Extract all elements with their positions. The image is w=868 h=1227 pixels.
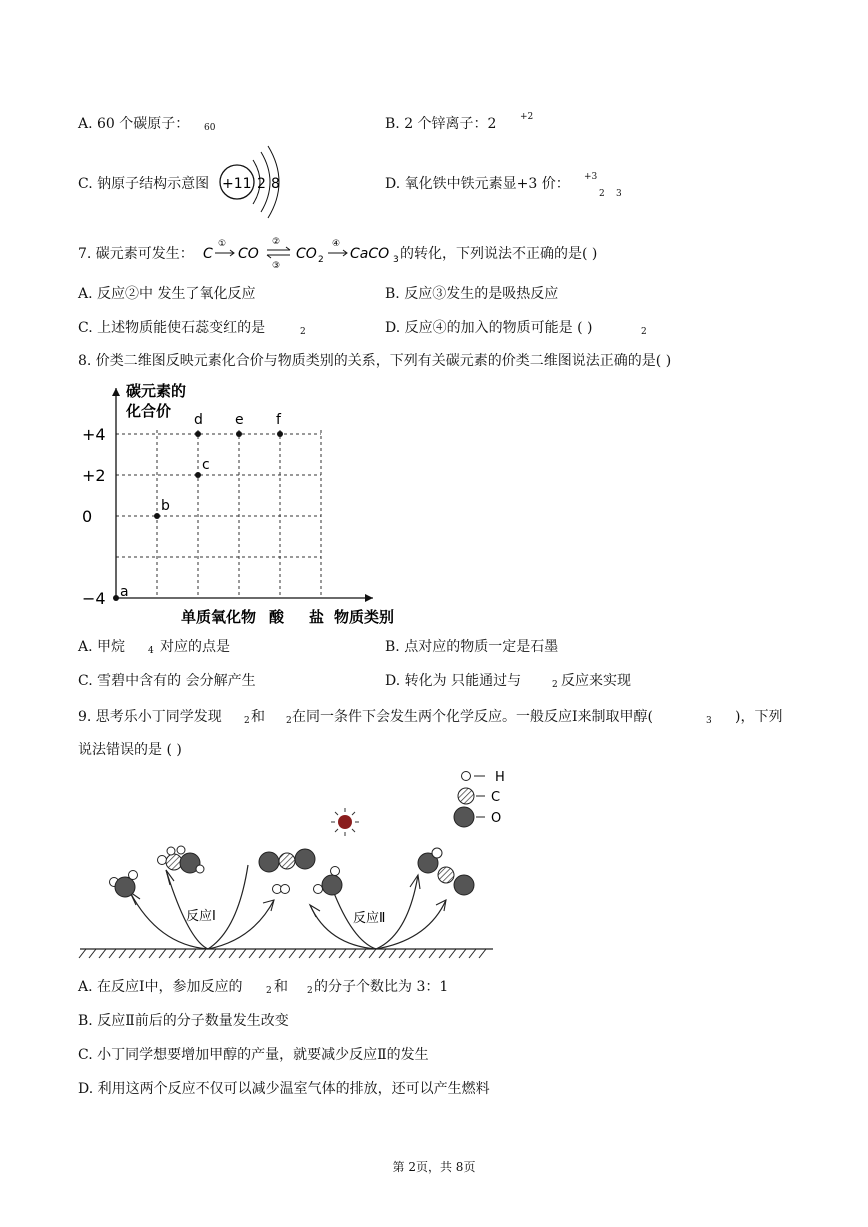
chart-point-d: [195, 431, 201, 437]
chart-x-categories: [181, 608, 324, 626]
co-molecule: [418, 848, 442, 873]
chain-step-3: ③: [272, 261, 281, 271]
q6-option-b: [385, 115, 496, 133]
methanol-molecule-2: [158, 846, 205, 873]
methanol-molecule: [110, 871, 138, 898]
y-tick-label: −4: [82, 589, 106, 608]
chart-point-c: [195, 472, 201, 478]
legend-c-label: C: [491, 790, 501, 805]
q7-reaction-chain: [200, 232, 405, 272]
chart-points: [113, 412, 283, 601]
x-category-label: 氧化物: [211, 608, 257, 626]
x-category-label: 盐: [309, 608, 325, 626]
q9-option-a-subscript-2: 2: [307, 986, 313, 996]
q6-option-b-superscript: +2: [520, 112, 534, 122]
x-category-label: 酸: [269, 608, 285, 626]
hydrogen-atom-icon: [462, 772, 471, 781]
q8-option-a: [78, 638, 125, 656]
chart-ylabel-line-1: 碳元素的: [126, 382, 187, 400]
chain-co2-subscript: 2: [318, 255, 324, 265]
ground-surface: [79, 949, 493, 958]
legend-h-label: H: [495, 770, 505, 785]
shell-2-electrons: 8: [271, 176, 280, 192]
q6-option-c: [78, 175, 209, 193]
q6-option-d-text: D. 氧化铁中铁元素显+3 价：: [385, 176, 570, 192]
q8-option-a-text: A. 甲烷: [78, 639, 126, 655]
chart-grid: [116, 430, 321, 598]
chart-ylabel-line-2: 化合价: [126, 402, 172, 420]
q6-option-a-subscript: 60: [204, 123, 216, 133]
chain-c: C: [203, 246, 213, 262]
chart-y-ticks: [82, 425, 106, 608]
chart-point-label-b: b: [161, 498, 170, 514]
q8-option-a-subscript: 4: [148, 646, 154, 656]
chart-point-label-f: f: [276, 412, 281, 428]
q9-option-b: B. 反应Ⅱ前后的分子数量发生改变: [78, 1013, 289, 1029]
q6-option-b-text: B. 2 个锌离子：2: [385, 116, 497, 132]
reaction-1-curves: [130, 865, 274, 949]
q7-stem-prefix: 7. 碳元素可发生：: [78, 246, 194, 262]
q7-option-d-subscript: 2: [641, 327, 647, 337]
page-footer: 第 2页，共 8页: [392, 1160, 476, 1174]
q8-option-d-rest: 反应来实现: [561, 673, 631, 689]
legend-o-label: O: [491, 811, 502, 826]
q9-option-c: C. 小丁同学想要增加甲醇的产量，就要减少反应Ⅱ的发生: [78, 1047, 429, 1063]
chain-caco3: CaCO: [350, 246, 390, 262]
sun-icon: [331, 808, 359, 836]
chart-point-label-d: d: [194, 412, 203, 428]
chart-point-b: [154, 513, 160, 519]
q6-option-c-text: C. 钠原子结构示意图: [78, 176, 210, 192]
q7-option-a: A. 反应②中 发生了氧化反应: [78, 286, 256, 302]
q8-option-c: C. 雪碧中含有的 会分解产生: [78, 673, 256, 689]
chain-co2: CO: [296, 246, 317, 262]
chain-co: CO: [238, 246, 259, 262]
q9-option-a-and: 和: [274, 979, 288, 995]
x-axis-arrow: [365, 594, 373, 602]
chart-point-e: [236, 431, 242, 437]
q6-option-a-text: A. 60 个碳原子：: [78, 116, 190, 132]
reaction-2-label: 反应Ⅱ: [353, 911, 386, 926]
reaction-1-label: 反应Ⅰ: [186, 909, 216, 924]
y-tick-label: +4: [82, 425, 106, 444]
chart-point-a: [113, 595, 119, 601]
q9-option-a-subscript-1: 2: [266, 986, 272, 996]
h2-molecule-1: [273, 885, 290, 894]
shell-1-electrons: 2: [257, 176, 266, 192]
q8-stem: 8. 价类二维图反映元素化合价与物质类别的关系，下列有关碳元素的价类二维图说法正确的是( ): [78, 353, 672, 369]
y-tick-label: 0: [82, 507, 93, 526]
x-category-label: 单质: [181, 608, 212, 626]
chain-step-2: ②: [272, 237, 281, 247]
atom-legend: [454, 770, 505, 827]
q8-option-d: D. 转化为 只能通过与: [385, 673, 522, 689]
sodium-atom-diagram: [215, 142, 290, 222]
chain-caco3-subscript: 3: [393, 255, 399, 265]
q8-option-b: B. 点对应的物质一定是石墨: [385, 639, 559, 655]
q6-option-d: [385, 175, 570, 193]
q9-stem-subscript-2: 2: [286, 716, 292, 726]
chain-step-4: ④: [332, 239, 341, 249]
q9-option-a-rest: 的分子个数比为 3：1: [314, 979, 449, 995]
q9-option-a: A. 在反应Ⅰ中，参加反应的: [78, 979, 243, 995]
q7-stem-suffix: 的转化，下列说法不正确的是( ): [400, 246, 598, 262]
co2-molecule-2: [438, 867, 474, 895]
q9-stem-start: 9. 思考乐小丁同学发现: [78, 709, 222, 725]
nucleus-charge: +11: [222, 176, 252, 192]
q9-stem-and: 和: [251, 709, 265, 725]
q9-option-d: D. 利用这两个反应不仅可以减少温室气体的排放，还可以产生燃料: [78, 1081, 490, 1097]
q8-option-d-subscript: 2: [552, 680, 558, 690]
carbon-atom-icon: [458, 788, 474, 804]
chain-step-1: ①: [218, 239, 227, 249]
chart-point-label-a: a: [120, 584, 129, 600]
co2-molecule-1: [259, 849, 315, 872]
q7-option-d: D. 反应④的加入的物质可能是 ( ): [385, 320, 593, 336]
q6-option-a: [78, 115, 189, 133]
q7-option-c-subscript: 2: [300, 327, 306, 337]
valence-category-chart: [78, 374, 418, 630]
y-axis-arrow: [112, 388, 120, 396]
reaction-diagram: [78, 765, 508, 965]
q9-stem-subscript-3: 3: [706, 716, 712, 726]
chart-point-f: [277, 431, 283, 437]
q6-option-d-superscript: +3: [584, 172, 598, 182]
q7-option-b: B. 反应③发生的是吸热反应: [385, 286, 559, 302]
chart-point-label-e: e: [235, 412, 244, 428]
q7-option-c: C. 上述物质能使石蕊变红的是: [78, 320, 266, 336]
q9-stem-subscript-1: 2: [244, 716, 250, 726]
q6-option-d-subscript-2: 3: [616, 189, 622, 199]
water-molecule: [314, 867, 343, 896]
chart-xlabel: 物质类别: [334, 608, 395, 626]
y-tick-label: +2: [82, 466, 106, 485]
q9-stem-end: )，下列: [735, 709, 783, 725]
chart-point-label-c: c: [202, 457, 210, 473]
oxygen-atom-icon: [454, 807, 474, 827]
q6-option-d-subscript-1: 2: [599, 189, 605, 199]
q9-stem-line-2: 说法错误的是 ( ): [78, 742, 182, 758]
q8-option-a-rest: 对应的点是: [160, 639, 230, 655]
q9-stem-rest: 在同一条件下会发生两个化学反应。一般反应Ⅰ来制取甲醇(: [292, 709, 653, 725]
